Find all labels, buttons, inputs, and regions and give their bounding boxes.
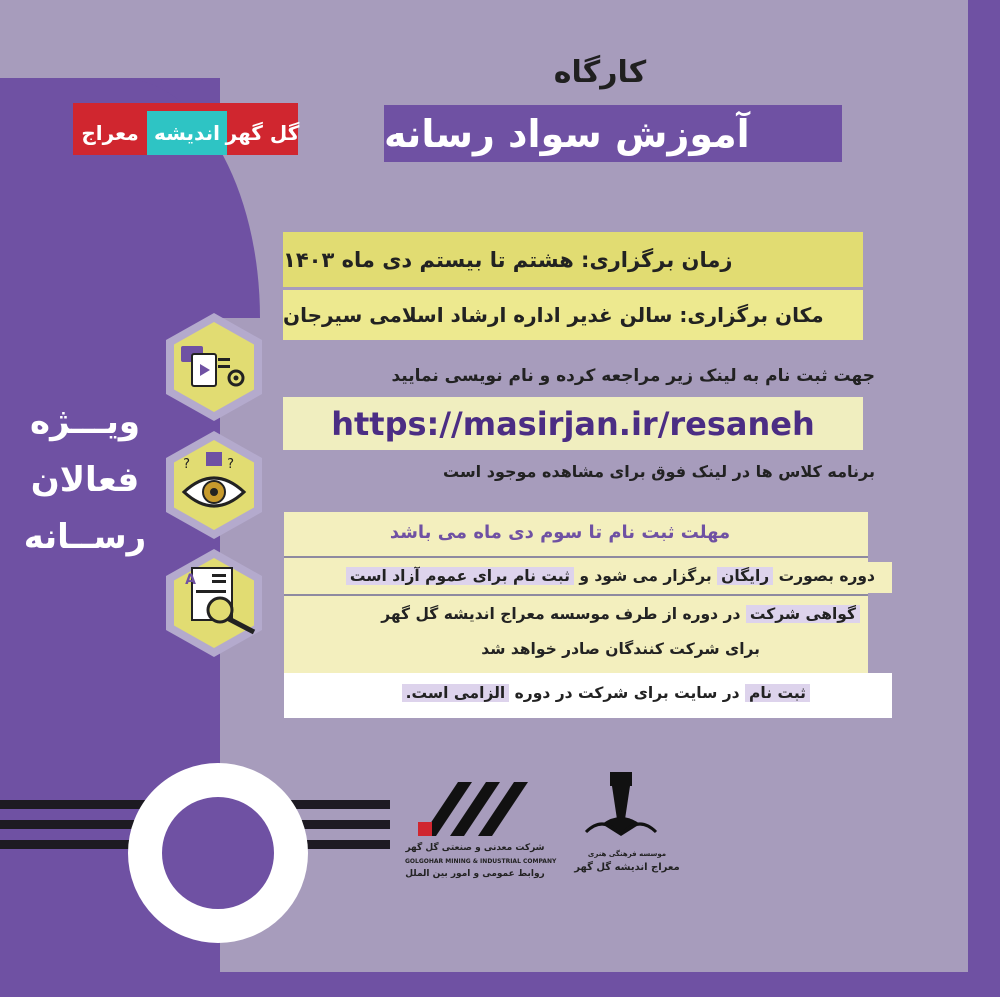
condition-row-issue: برای شرکت کنندگان صادر خواهد شد xyxy=(481,640,760,658)
header-kicker: کارگاه xyxy=(553,55,647,90)
institute-label: موسسه فرهنگی هنری xyxy=(587,850,667,858)
svg-text:?: ? xyxy=(227,457,234,472)
class-note: برنامه کلاس ها در لینک فوق برای مشاهده موجود است xyxy=(443,462,875,481)
divider xyxy=(284,556,868,558)
row-text: برگزار می شود و xyxy=(579,567,712,585)
logo-part-right: گل گهر xyxy=(227,111,298,155)
register-note: جهت ثبت نام به لینک زیر مراجعه کرده و نام نویسی نمایید xyxy=(391,366,875,386)
time-banner: زمان برگزاری: هشتم تا بیستم دی ماه ۱۴۰۳ xyxy=(283,232,863,287)
divider xyxy=(284,594,868,596)
logo-part-mid: اندیشه xyxy=(147,111,227,155)
svg-text:A: A xyxy=(185,572,196,588)
institute-name: معراج اندیشه گل گهر xyxy=(574,862,680,873)
logo-red-bar xyxy=(73,103,298,111)
logo-part-left: معراج xyxy=(73,111,147,155)
condition-row-certificate xyxy=(300,605,860,623)
condition-row-free xyxy=(300,567,875,585)
highlight: ثبت نام برای عموم آزاد است xyxy=(346,567,574,585)
deadline-text: مهلت ثبت نام تا سوم دی ماه می باشد xyxy=(389,522,731,543)
row-text: در دوره از طرف موسسه معراج اندیشه گل گهر xyxy=(381,605,741,623)
bottom-band xyxy=(0,972,1000,997)
document-search-icon xyxy=(182,566,272,640)
highlight: گواهی شرکت xyxy=(746,605,860,623)
decor-ring xyxy=(128,763,308,943)
company-name-en: GOLGOHAR MINING & INDUSTRIAL COMPANY xyxy=(405,858,557,865)
brand-logo xyxy=(73,103,298,155)
row-text: دوره بصورت xyxy=(778,567,875,585)
highlight: ثبت نام xyxy=(745,684,810,702)
row-text: در سایت برای شرکت در دوره xyxy=(514,684,740,702)
side-text-line1: ویـــژه xyxy=(30,402,140,442)
puzzle-eye-icon xyxy=(178,450,250,520)
place-banner: مکان برگزاری: سالن غدیر اداره ارشاد اسلامی سیرجان xyxy=(283,290,863,340)
svg-text:?: ? xyxy=(183,457,190,472)
condition-row-signup xyxy=(300,684,810,702)
golgohar-logo xyxy=(414,776,539,842)
company-name: شرکت معدنی و صنعتی گل گهر xyxy=(405,843,545,853)
page-title: آموزش سواد رسانه xyxy=(384,111,750,156)
highlight: الزامی است. xyxy=(402,684,510,702)
institute-logo xyxy=(572,770,682,850)
media-content-icon xyxy=(178,340,250,394)
highlight: رایگان xyxy=(717,567,773,585)
side-text-line2: فعالان xyxy=(30,460,140,500)
register-link[interactable]: https://masirjan.ir/resaneh xyxy=(331,404,815,443)
company-dept: روابط عمومی و امور بین الملل xyxy=(405,869,545,879)
side-text-line3: رســانه xyxy=(23,517,147,557)
right-stripe xyxy=(968,0,1000,997)
